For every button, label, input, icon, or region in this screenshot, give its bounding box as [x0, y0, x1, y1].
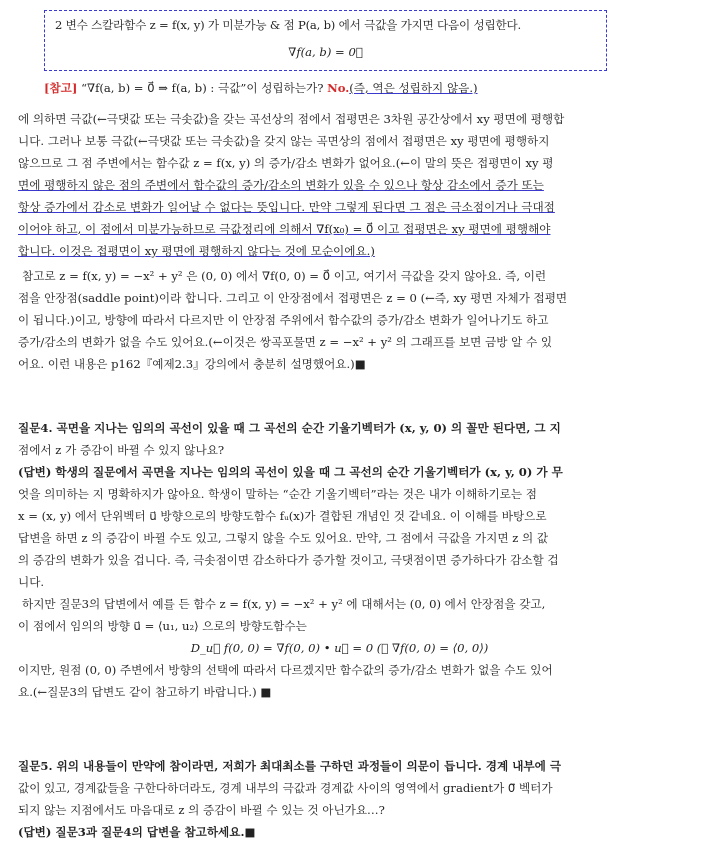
- answer-line: (답변) 학생의 질문에서 곡면을 지나는 임의의 곡선이 있을 때 그 곡선의 순간 기울기벡터가 (x, y, 0) 가 무: [18, 465, 563, 479]
- text-line: 항상 증가에서 감소로 변화가 일어날 수 없다는 뜻입니다. 만약 그렇게 된다면 그 점은 극소점이거나 극대점: [18, 200, 555, 214]
- question-5: [18, 755, 661, 843]
- text-line: 이 됩니다.)이고, 방향에 따라서 다르지만 이 안장점 주위에서 함수값의 증가/감소 변화가 일어나기도 하고: [18, 313, 549, 327]
- question-4: [18, 417, 661, 703]
- text-line: 니다. 그러나 보통 극값(←극댓값 또는 극솟값)을 갖지 않는 곡면상의 점에서 접평면은 xy 평면에 평행하지: [18, 134, 550, 148]
- theorem-statement: 2 변수 스칼라함수 z = f(x, y) 가 미분가능 & 점 P(a, b) 에서 극값을 가지면 다음이 성립한다.: [55, 18, 522, 32]
- directional-derivative-formula: D_u⃗ f(0, 0) = ∇f(0, 0) • u⃗ = 0 (∵ ∇f(0, 0) = ⟨0, 0⟩): [190, 641, 489, 655]
- text-line: 합니다. 이것은 접평면이 xy 평면에 평행하지 않다는 것에 모순이에요.): [18, 244, 375, 258]
- text-line: 이어야 하고, 이 점에서 미분가능하므로 극값정리에 의해서 ∇f(x₀) = 0⃗ 이고 접평면은 xy 평면에 평행해야: [18, 222, 551, 236]
- text-line: 점에서 z 가 증감이 바뀔 수 있지 않나요?: [18, 443, 225, 457]
- question-title: 질문4. 곡면을 지나는 임의의 곡선이 있을 때 그 곡선의 순간 기울기벡터가 (x, y, 0) 의 꼴만 된다면, 그 지: [18, 421, 561, 435]
- answer-line: (답변) 질문3과 질문4의 답변을 참고하세요.■: [18, 825, 256, 839]
- text-line: 답변을 하면 z 의 증감이 바뀔 수도 있고, 그렇지 않을 수도 있어요. 만약, 그 점에서 극값을 가지면 z 의 값: [18, 531, 549, 545]
- paragraph-explanation: [18, 108, 661, 262]
- text-line: 어요. 이런 내용은 p162『예제2.3』강의에서 충분히 설명했어요.)■: [18, 357, 366, 371]
- note-tail: (즉, 역은 성립하지 않음.): [349, 81, 478, 95]
- text-line: 점을 안장점(saddle point)이라 합니다. 그리고 이 안장점에서 접평면은 z = 0 (←즉, xy 평면 자체가 접평면: [18, 291, 568, 305]
- text-line: 되지 않는 지점에서도 마음대로 z 의 증감이 바뀔 수 있는 것 아닌가요…?: [18, 803, 385, 817]
- theorem-box: [44, 10, 607, 71]
- text-line: 니다.: [18, 575, 45, 589]
- text-line: 이 점에서 임의의 방향 u⃗ = ⟨u₁, u₂⟩ 으로의 방향도함수는: [18, 619, 307, 633]
- text-line: 요.(←질문3의 답변도 같이 참고하기 바랍니다.) ■: [18, 685, 272, 699]
- question-title: 질문5. 위의 내용들이 만약에 참이라면, 저희가 최대최소를 구하던 과정들이 의문이 듭니다. 경계 내부에 극: [18, 759, 562, 773]
- reference-note: [44, 80, 478, 96]
- note-text: “∇f(a, b) = 0⃗ ⇒ f(a, b) : 극값”이 성립하는가?: [81, 81, 328, 95]
- text-line: 참고로 z = f(x, y) = −x² + y² 은 (0, 0) 에서 ∇f(0, 0) = 0⃗ 이고, 여기서 극값을 갖지 않아요. 즉, 이런: [22, 269, 547, 283]
- text-line: 이지만, 원점 (0, 0) 주변에서 방향의 선택에 따라서 다르겠지만 함수값의 증가/감소 변화가 없을 수도 있어: [18, 663, 553, 677]
- note-label: [참고]: [44, 81, 78, 95]
- text-line: 에 의하면 극값(←극댓값 또는 극솟값)을 갖는 곡선상의 점에서 접평면은 3차원 공간상에서 xy 평면에 평행합: [18, 112, 565, 126]
- text-line: 않으므로 그 점 주변에서는 함수값 z = f(x, y) 의 증가/감소 변화가 없어요.(←이 말의 뜻은 접평면이 xy 평: [18, 156, 554, 170]
- text-line: 값이 있고, 경계값들을 구한다하더라도, 경계 내부의 극값과 경계값 사이의 영역에서 gradient가 0⃗ 벡터가: [18, 781, 553, 795]
- theorem-formula: ∇f(a, b) = 0⃗: [288, 45, 363, 59]
- text-line: 의 증감의 변화가 있을 겁니다. 즉, 극솟점이면 감소하다가 증가할 것이고, 극댓점이면 증가하다가 감소할 겁: [18, 553, 559, 567]
- note-answer: No.: [327, 81, 350, 95]
- text-line: 하지만 질문3의 답변에서 예를 든 함수 z = f(x, y) = −x² + y² 에 대해서는 (0, 0) 에서 안장점을 갖고,: [22, 597, 546, 611]
- text-line: 증가/감소의 변화가 없을 수도 있어요.(←이것은 쌍곡포물면 z = −x² + y² 의 그래프를 보면 금방 알 수 있: [18, 335, 553, 349]
- text-line: 엇을 의미하는 지 명확하지가 않아요. 학생이 말하는 “순간 기울기벡터”라는 것은 내가 이해하기로는 점: [18, 487, 537, 501]
- text-line: x = (x, y) 에서 단위벡터 u⃗ 방향으로의 방향도함수 fᵤ(x)가 결합된 개념인 것 같네요. 이 이해를 바탕으로: [18, 509, 547, 523]
- text-line: 면에 평행하지 않은 점의 주변에서 함수값의 증가/감소의 변화가 있을 수 있으나 항상 감소에서 증가 또는: [18, 178, 544, 192]
- paragraph-saddle-point: [18, 265, 661, 375]
